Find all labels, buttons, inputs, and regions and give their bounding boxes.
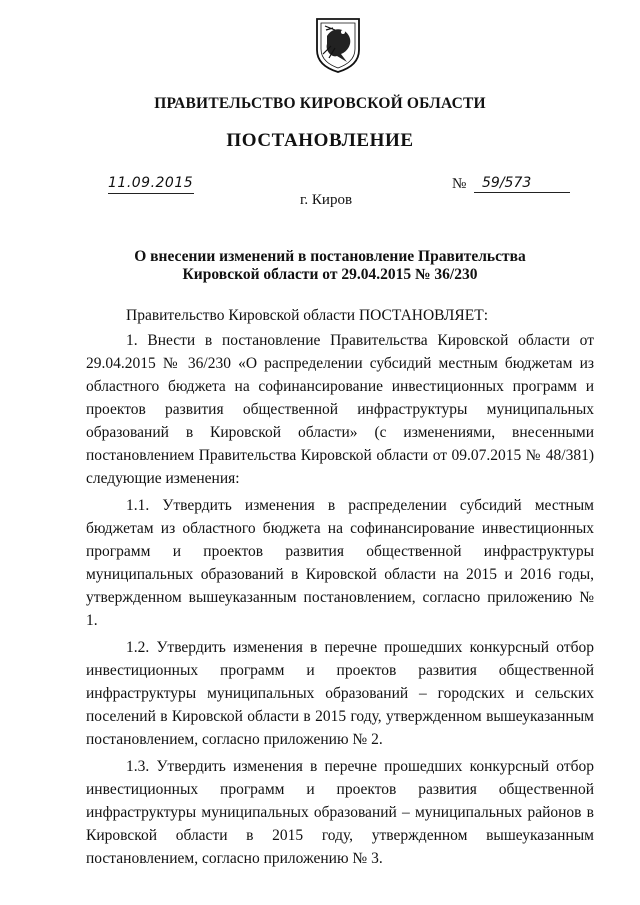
document-body <box>86 304 594 874</box>
paragraph-1-3: 1.3. Утвердить изменения в перечне прошедших конкурсный отбор инвестиционных программ и проектов развития общественной инфраструктуры муниципальных образований – муниципальных районов в Кировской области в 2015 году, утвержденном вышеуказанным постановлением, согласно приложению № 3. <box>86 758 594 867</box>
kirov-oblast-coat-of-arms-icon <box>313 16 363 74</box>
document-date: 11.09.2015 <box>108 175 194 194</box>
organization-name: ПРАВИТЕЛЬСТВО КИРОВСКОЙ ОБЛАСТИ <box>154 95 486 112</box>
paragraph-1-2: 1.2. Утвердить изменения в перечне прошедших конкурсный отбор инвестиционных программ и проектов развития общественной инфраструктуры муниципальных образований – городских и сельских поселений в Кировской области в 2015 году, утвержденном вышеуказанным постановлением, согласно приложению № 2. <box>86 639 594 748</box>
resolution-intro: Правительство Кировской области ПОСТАНОВЛЯЕТ: <box>126 307 489 324</box>
city: г. Киров <box>299 192 353 208</box>
number-label: № <box>452 176 467 192</box>
paragraph-1-1: 1.1. Утвердить изменения в распределении субсидий местным бюджетам из областного бюджета на софинансирование инвестиционных программ и проектов развития общественной инфраструктуры муниципальных образований в Кировской области на 2015 и 2016 годы, утвержденном вышеуказанным постановлением, согласно приложению № 1. <box>86 497 594 629</box>
document-number: 59/573 <box>474 175 570 193</box>
document-type: ПОСТАНОВЛЕНИЕ <box>226 130 414 151</box>
paragraph-1: 1. Внести в постановление Правительства Кировской области от 29.04.2015 № 36/230 «О распределении субсидий местным бюджетам из областного бюджета на софинансирование инвестиционных программ и проектов развития общественной инфраструктуры муниципальных образований в Кировской области» (с изменениями, внесенными постановлением Правительства Кировской области от 09.07.2015 № 48/381) следующие изменения: <box>86 332 594 487</box>
document-title: О внесении изменений в постановление Правительства Кировской области от 29.04.2015 № 36/230 <box>134 248 526 283</box>
